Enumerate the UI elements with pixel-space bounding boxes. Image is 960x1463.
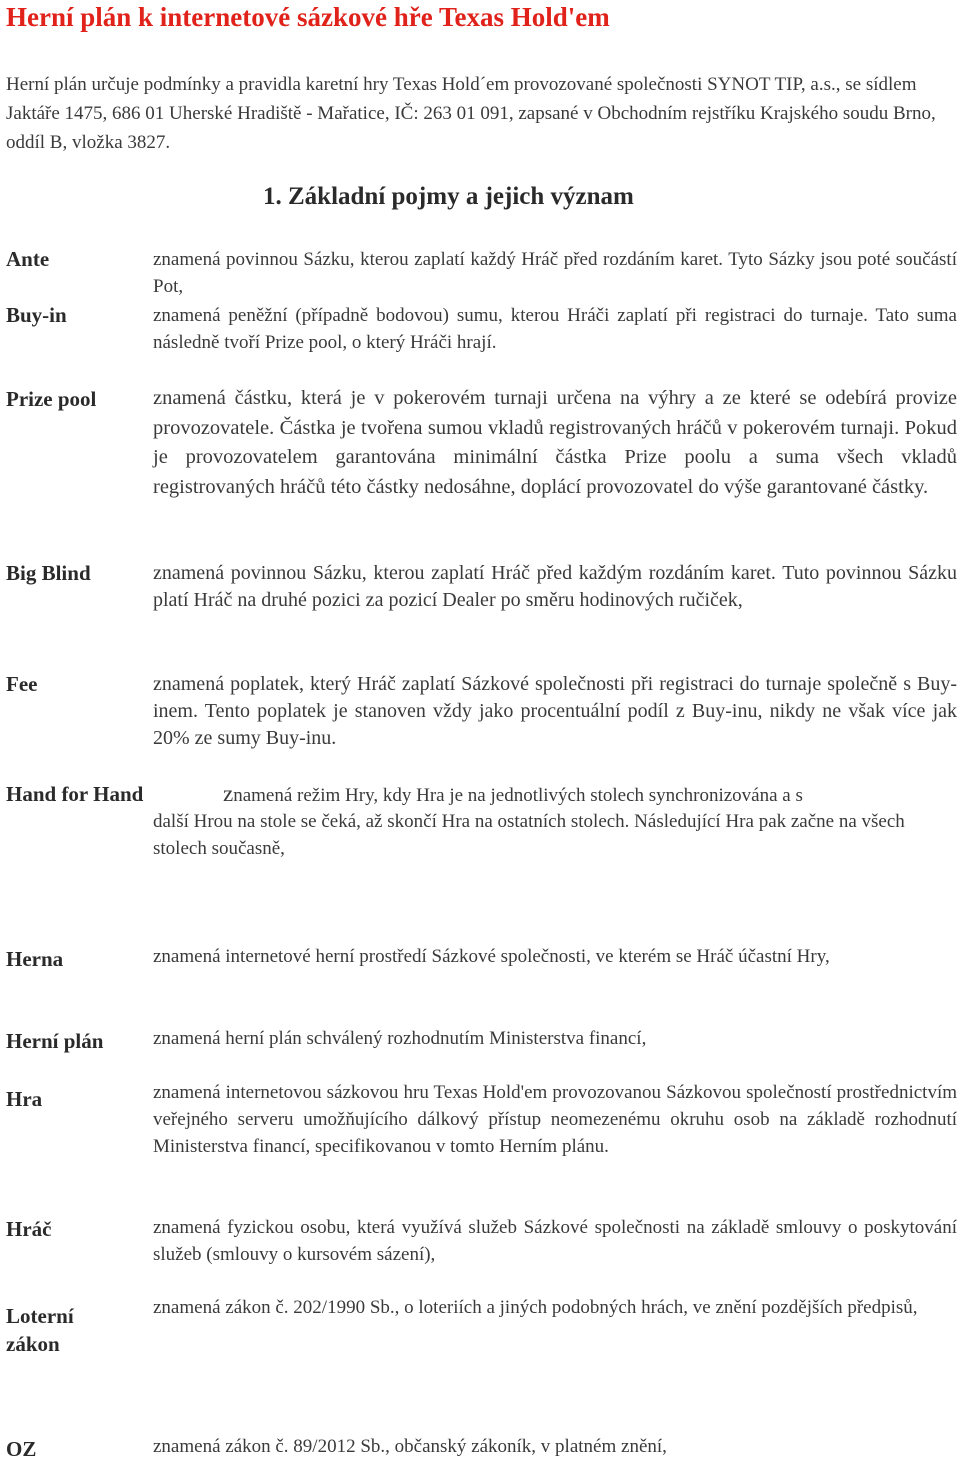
definition-herna: znamená internetové herní prostředí Sázkové společnosti, ve kterém se Hráč účastní Hry, xyxy=(153,946,830,967)
definition-loterni-zakon: znamená zákon č. 202/1990 Sb., o loteriích a jiných podobných hrách, ve znění pozdějších předpisů, xyxy=(153,1297,918,1318)
definition-hand-for-hand-first-line xyxy=(223,780,957,809)
definition-buy-in: znamená peněžní (případně bodovou) sumu, kterou Hráči zaplatí při registraci do turnaje. Tato suma následně tvoří Prize pool, o který Hráči hrají. xyxy=(153,305,957,353)
definition-big-blind: znamená povinnou Sázku, kterou zaplatí Hráč před každým rozdáním karet. Tuto povinnou Sázku platí Hráč na druhé pozici za pozicí Dealer po směru hodinových ručiček, xyxy=(153,562,957,611)
definition-prize-pool: znamená částku, která je v pokerovém turnaji určena na výhry a ze které se odebírá provize provozovatele. Částka je tvořena sumou vkladů registrovaných hráčů v pokerovém turnaji. Pokud je provozovatelem garantována minimální částka Prize poolu a suma všech vkladů registrovaných hráčů této částky nedosáhne, doplácí provozovatel do výše garantované částky. xyxy=(153,387,957,498)
term-big-blind: Big Blind xyxy=(6,561,91,585)
term-buy-in: Buy-in xyxy=(6,303,67,327)
definition-hrac: znamená fyzickou osobu, která využívá služeb Sázkové společnosti na základě smlouvy o poskytování služeb (smlouvy o kursovém sázení), xyxy=(153,1217,957,1265)
term-hra: Hra xyxy=(6,1087,43,1111)
term-herni-plan: Herní plán xyxy=(6,1029,104,1053)
term-loterni-zakon-line1: Loterní xyxy=(6,1304,74,1328)
term-loterni-zakon xyxy=(6,1302,74,1358)
term-hrac: Hráč xyxy=(6,1217,52,1241)
term-oz: OZ xyxy=(6,1437,37,1461)
term-herna: Herna xyxy=(6,947,64,971)
definition-hand-for-hand-first: namená režim Hry, kdy Hra je na jednotlivých stolech synchronizována a s xyxy=(233,785,803,806)
definition-hra: znamená internetovou sázkovou hru Texas Hold'em provozovanou Sázkovou společností prostřednictvím veřejného serveru umožňujícího dálkový přístup neomezenému okruhu osob na základě rozhodnutí Ministerstva financí, specifikovanou v tomto Herním plánu. xyxy=(153,1082,957,1157)
term-ante: Ante xyxy=(6,247,50,271)
term-hand-for-hand: Hand for Hand xyxy=(6,782,144,806)
page-title: Herní plán k internetové sázkové hře Texas Hold'em xyxy=(6,2,610,32)
section-heading: 1. Základní pojmy a jejich význam xyxy=(263,183,634,210)
definition-herni-plan: znamená herní plán schválený rozhodnutím Ministerstva financí, xyxy=(153,1028,647,1049)
term-prize-pool: Prize pool xyxy=(6,387,97,411)
definition-oz: znamená zákon č. 89/2012 Sb., občanský zákoník, v platném znění, xyxy=(153,1436,667,1457)
intro-paragraph: Herní plán určuje podmínky a pravidla karetní hry Texas Hold´em provozované společnosti SYNOT TIP, a.s., se sídlem Jaktáře 1475, 686 01 Uherské Hradiště - Mařatice, IČ: 263 01 091, zapsané v Obchodním rejstříku Krajského soudu Brno, oddíl B, vložka 3827. xyxy=(6,74,936,153)
term-fee: Fee xyxy=(6,672,38,696)
definition-hand-for-hand-rest: další Hrou na stole se čeká, až skončí Hra na ostatních stolech. Následující Hra pak začne na všech stolech současně, xyxy=(153,811,905,859)
definition-fee: znamená poplatek, který Hráč zaplatí Sázkové společnosti při registraci do turnaje společně s Buy-inem. Tento poplatek je stanoven vždy jako procentuální podíl z Buy-inu, nikdy ne však více jak 20% ze sumy Buy-inu. xyxy=(153,673,957,749)
definition-ante: znamená povinnou Sázku, kterou zaplatí každý Hráč před rozdáním karet. Tyto Sázky jsou poté součástí Pot, xyxy=(153,249,957,297)
term-loterni-zakon-line2: zákon xyxy=(6,1332,60,1356)
definition-hand-for-hand-lead: z xyxy=(223,781,234,806)
